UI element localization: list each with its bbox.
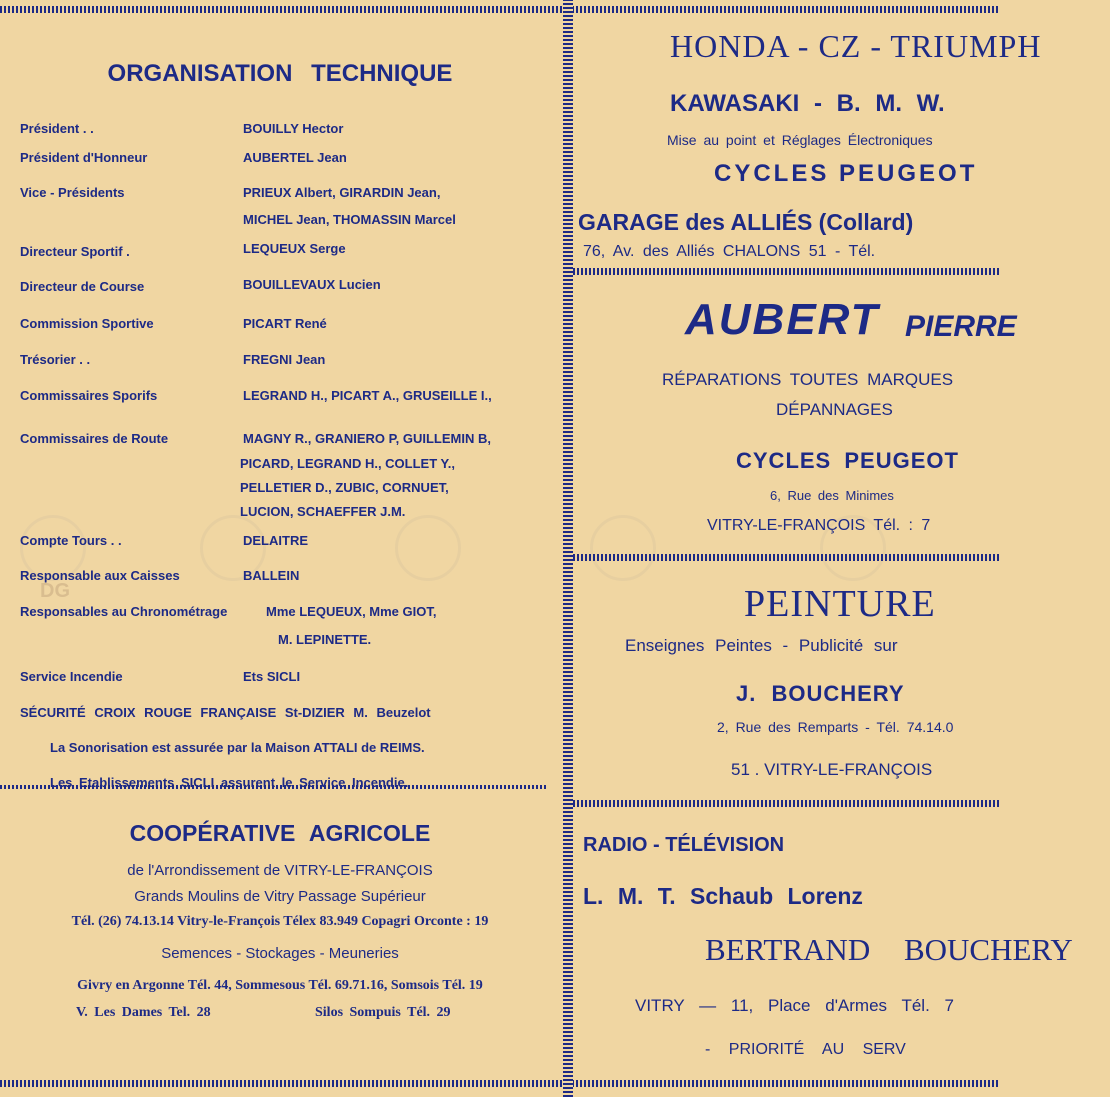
role-label: Vice - Présidents [20, 185, 125, 200]
cooperative-title: COOPÉRATIVE AGRICOLE [129, 820, 431, 846]
radio-name: BERTRAND BOUCHERY [705, 932, 1073, 967]
role-label: Compte Tours . . [20, 533, 122, 548]
garage-service: Mise au point et Réglages Électroniques [667, 132, 933, 148]
right-divider-2 [573, 554, 1000, 561]
peinture-name: J. BOUCHERY [736, 681, 905, 706]
role-name: LEQUEUX Serge [243, 241, 346, 256]
cooperative-line: de l'Arrondissement de VITRY-LE-FRANÇOIS [127, 862, 433, 879]
garage-brands: HONDA - CZ - TRIUMPH [670, 28, 1042, 64]
aubert-address: 6, Rue des Minimes [770, 488, 894, 503]
sicli-line: Les Etablissements SICLI assurent le Service Incendie. [50, 775, 409, 790]
role-name: PICART René [243, 316, 327, 331]
securite-line: SÉCURITÉ CROIX ROUGE FRANÇAISE St-DIZIER M. Beuzelot [20, 705, 431, 720]
radio-title: RADIO - TÉLÉVISION [583, 834, 785, 856]
role-name: Ets SICLI [243, 669, 301, 684]
aubert-cycles: CYCLES PEUGEOT [736, 448, 959, 473]
role-label: Commissaires de Route [20, 431, 169, 446]
cooperative-line: Semences - Stockages - Meuneries [161, 945, 399, 962]
center-divider [563, 0, 573, 1097]
organisation-title: ORGANISATION TECHNIQUE [107, 60, 453, 87]
radio-brands: L. M. T. Schaub Lorenz [583, 883, 863, 909]
garage-cycles: CYCLES PEUGEOT [714, 160, 978, 187]
role-label: Commission Sportive [20, 316, 154, 331]
role-label: Président . . [20, 121, 94, 136]
role-name: BALLEIN [243, 568, 300, 583]
aubert-name: AUBERT [685, 295, 880, 344]
aubert-city: VITRY-LE-FRANÇOIS Tél. : 7 [707, 517, 931, 534]
right-divider-3 [573, 800, 1000, 807]
role-label: Commissaires Sporifs [20, 388, 158, 403]
role-label: Responsables au Chronométrage [20, 604, 228, 619]
role-label: Responsable aux Caisses [20, 568, 180, 583]
role-label: Service Incendie [20, 669, 123, 684]
bottom-border [0, 1080, 1000, 1087]
role-name: PELLETIER D., ZUBIC, CORNUET, [240, 480, 449, 495]
role-name: FREGNI Jean [243, 352, 326, 367]
cooperative-phone-line: V. Les Dames Tel. 28 [76, 1005, 211, 1020]
role-label: Directeur Sportif . [20, 244, 130, 259]
role-name: MICHEL Jean, THOMASSIN Marcel [243, 212, 456, 227]
role-label: Président d'Honneur [20, 150, 148, 165]
role-name: LEGRAND H., PICART A., GRUSEILLE I., [243, 388, 492, 403]
role-name: DELAITRE [243, 533, 308, 548]
role-name: MAGNY R., GRANIERO P, GUILLEMIN B, [243, 431, 491, 446]
cooperative-phone-line: Givry en Argonne Tél. 44, Sommesous Tél. 69.71.16, Somsois Tél. 19 [77, 978, 483, 993]
top-border [0, 6, 1000, 13]
aubert-firstname: PIERRE [905, 310, 1017, 343]
cooperative-line: Grands Moulins de Vitry Passage Supérieur [134, 888, 426, 905]
role-label: Directeur de Course [20, 279, 145, 294]
role-name: PRIEUX Albert, GIRARDIN Jean, [243, 185, 441, 200]
aubert-line: RÉPARATIONS TOUTES MARQUES [662, 370, 954, 389]
radio-priority: - PRIORITÉ AU SERV [705, 1041, 906, 1058]
right-divider-1 [573, 268, 1000, 275]
cooperative-phone-line: Silos Sompuis Tél. 29 [315, 1005, 451, 1020]
role-name: LUCION, SCHAEFFER J.M. [240, 504, 406, 519]
role-name: PICARD, LEGRAND H., COLLET Y., [240, 456, 455, 471]
peinture-line: Enseignes Peintes - Publicité sur [625, 636, 898, 655]
cooperative-phone-line: Tél. (26) 74.13.14 Vitry-le-François Télex 83.949 Copagri Orconte : 19 [71, 914, 489, 929]
role-name: Mme LEQUEUX, Mme GIOT, [266, 604, 437, 619]
role-label: Trésorier . . [20, 352, 91, 367]
role-name: BOUILLEVAUX Lucien [243, 277, 381, 292]
aubert-line: DÉPANNAGES [776, 400, 893, 419]
radio-address: VITRY — 11, Place d'Armes Tél. 7 [635, 996, 954, 1015]
role-name: M. LEPINETTE. [278, 632, 372, 647]
peinture-address: 2, Rue des Remparts - Tél. 74.14.0 [717, 719, 954, 735]
watermark-text: DG [40, 580, 70, 602]
garage-address: 76, Av. des Alliés CHALONS 51 - Tél. [583, 243, 876, 260]
garage-brands-2: KAWASAKI - B. M. W. [670, 90, 945, 117]
peinture-city: 51 . VITRY-LE-FRANÇOIS [731, 760, 933, 779]
garage-name: GARAGE des ALLIÉS (Collard) [578, 209, 914, 235]
role-name: AUBERTEL Jean [243, 150, 347, 165]
role-name: BOUILLY Hector [243, 121, 344, 136]
peinture-title: PEINTURE [744, 583, 936, 625]
sonorisation-line: La Sonorisation est assurée par la Maison ATTALI de REIMS. [50, 740, 425, 755]
